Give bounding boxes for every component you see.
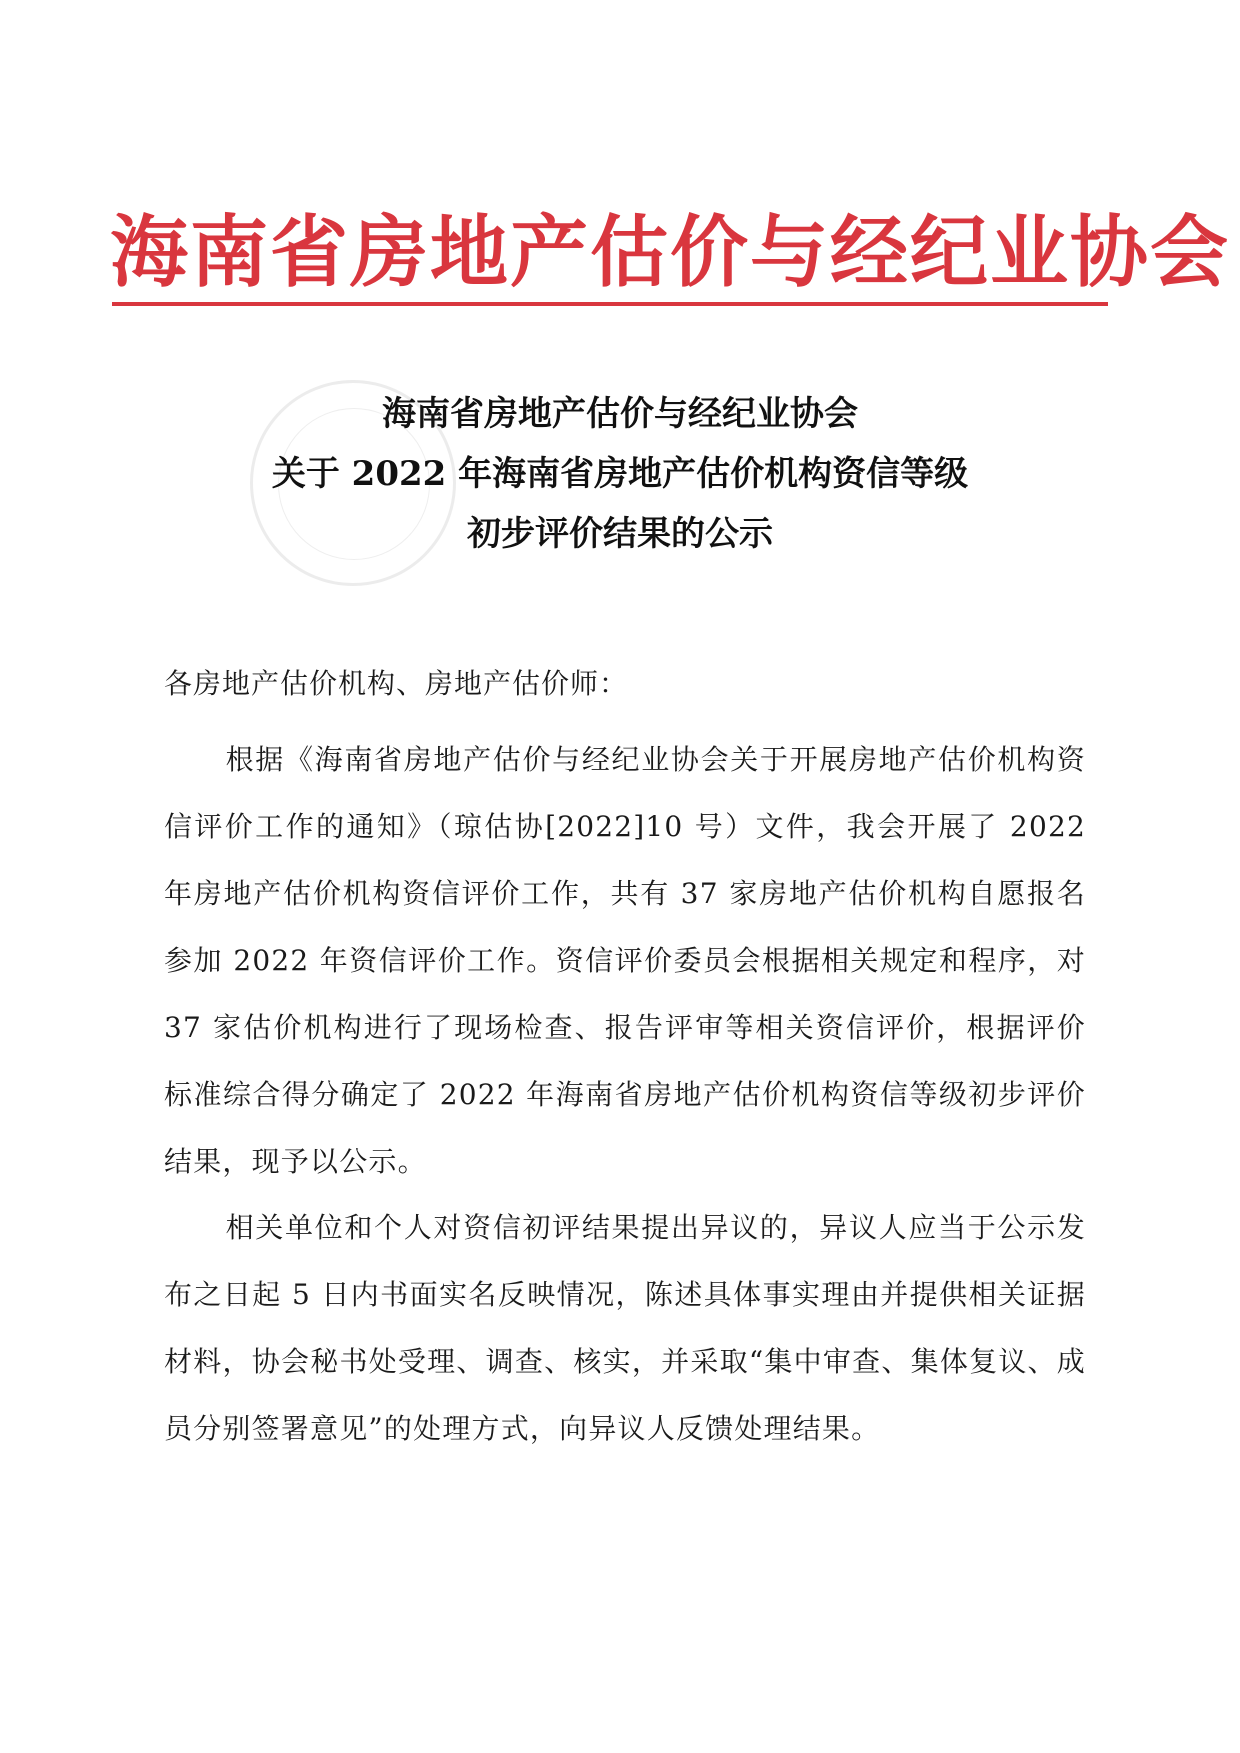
notice-title-line-2: 关于 2022 年海南省房地产估价机构资信等级 — [271, 454, 969, 494]
letterhead-divider — [112, 302, 1108, 306]
body-paragraph-1: 根据《海南省房地产估价与经纪业协会关于开展房地产估价机构资信评价工作的通知》（琼估协[2022]10 号）文件，我会开展了 2022 年房地产估价机构资信评价工作，共有 37 家房地产估价机构自愿报名参加 2022 年资信评价工作。资信评价委员会根据相关规定和程序，对 37 家估价机构进行了现场检查、报告评审等相关资信评价，根据评价标准综合得分确定了 2022 年海南省房地产估价机构资信等级初步评价结果，现予以公示。 — [164, 743, 1086, 1178]
notice-title-line-3: 初步评价结果的公示 — [467, 514, 773, 554]
body-paragraph-2: 相关单位和个人对资信初评结果提出异议的，异议人应当于公示发布之日起 5 日内书面实名反映情况，陈述具体事实理由并提供相关证据材料，协会秘书处受理、调查、核实，并采取“集中审查、集体复议、成员分别签署意见”的处理方式，向异议人反馈处理结果。 — [164, 1211, 1086, 1445]
salutation: 各房地产估价机构、房地产估价师： — [164, 667, 629, 700]
notice-title — [120, 384, 1120, 564]
letterhead-title: 海南省房地产估价与经纪业协会 — [110, 207, 1231, 298]
notice-title-line-1: 海南省房地产估价与经纪业协会 — [382, 394, 858, 434]
